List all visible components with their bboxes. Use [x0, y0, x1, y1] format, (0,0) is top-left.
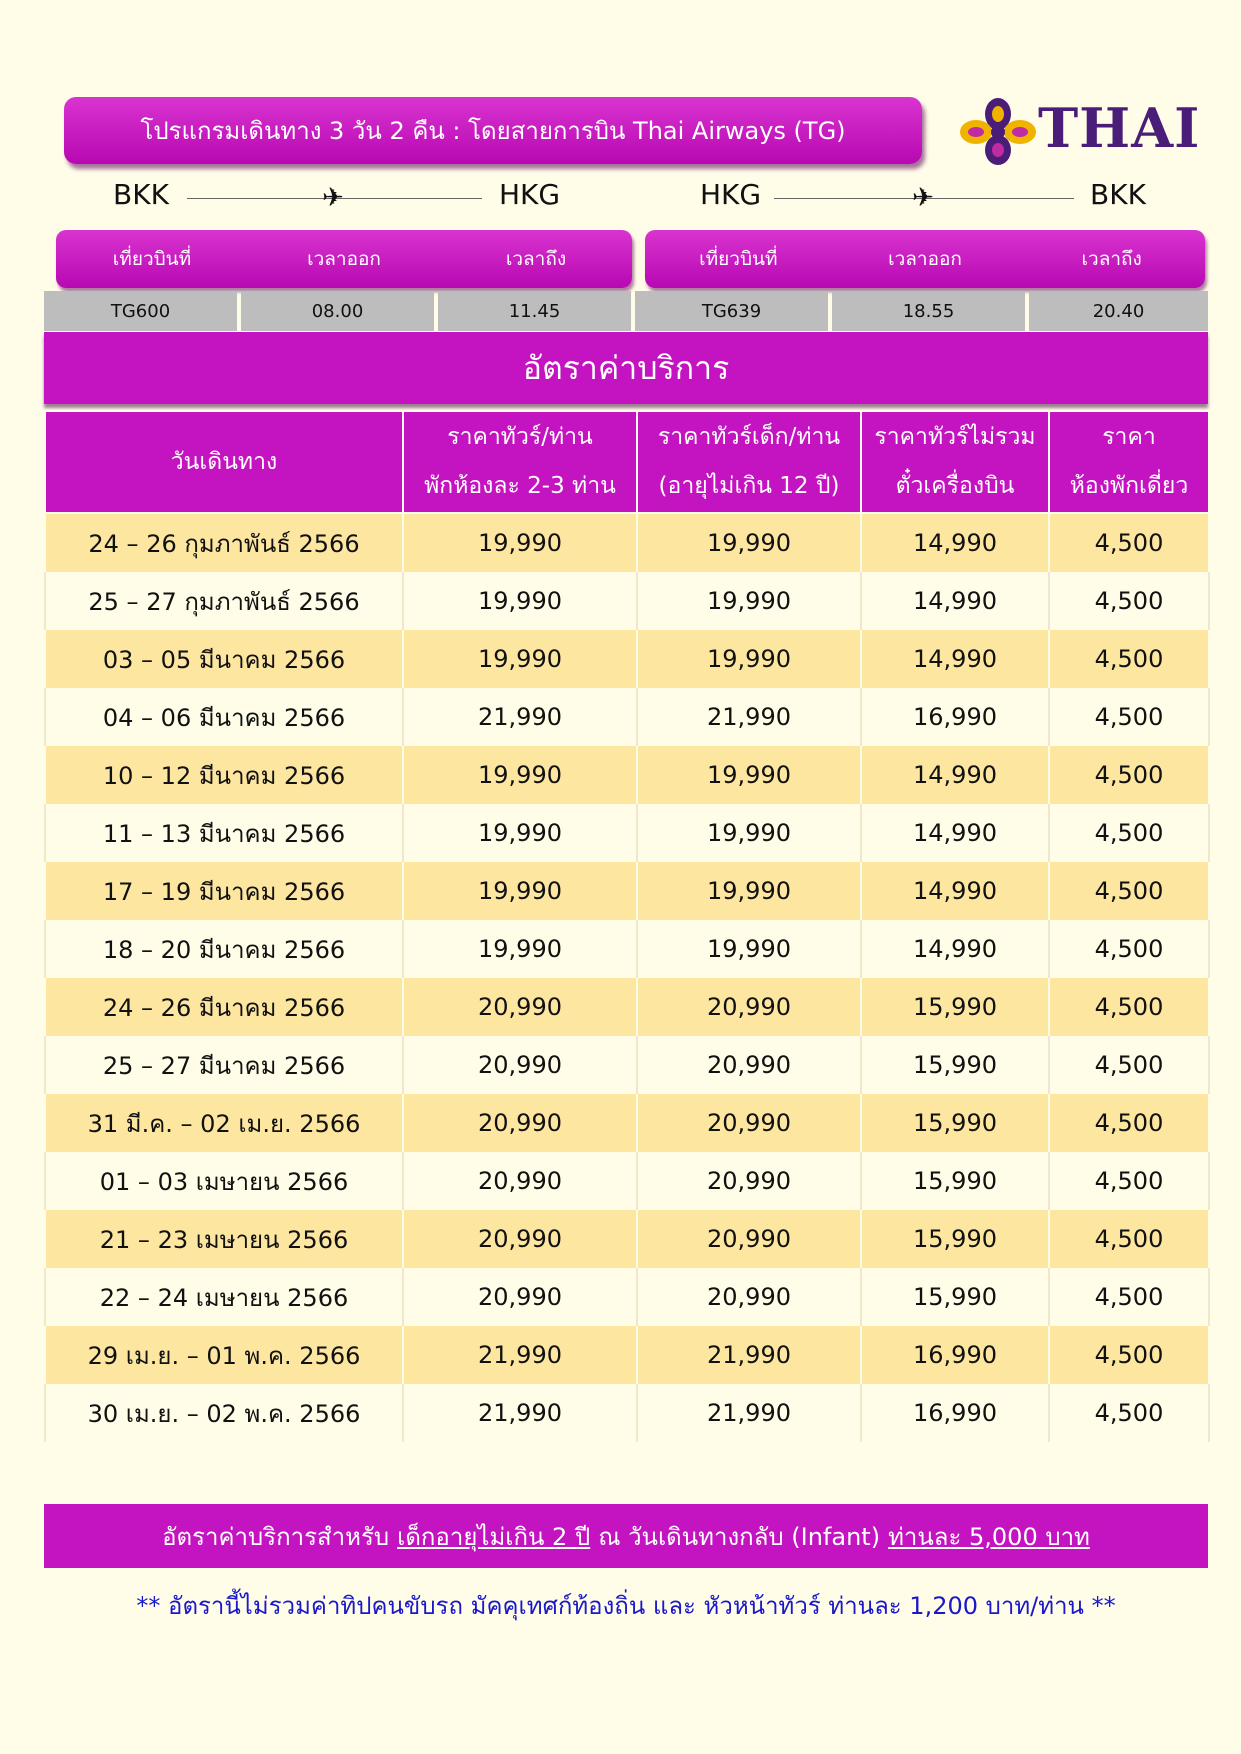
single-room-cell: 4,500 [1049, 1094, 1209, 1152]
outbound-flight-header [56, 230, 632, 288]
travel-date-cell: 30 เม.ย. – 02 พ.ค. 2566 [45, 1384, 403, 1442]
tour-price-cell: 19,990 [403, 746, 637, 804]
tour-price-cell: 20,990 [403, 978, 637, 1036]
table-row [45, 804, 1209, 862]
price-table [44, 410, 1210, 1442]
airplane-icon: ✈ [322, 183, 344, 213]
logo-wordmark: THAI [1038, 96, 1201, 160]
tour-price-cell: 19,990 [403, 630, 637, 688]
price-no-ticket-cell: 15,990 [861, 1152, 1049, 1210]
child-price-cell: 21,990 [637, 1384, 861, 1442]
child-price-cell: 20,990 [637, 1210, 861, 1268]
child-price-cell: 20,990 [637, 1152, 861, 1210]
travel-date-cell: 17 – 19 มีนาคม 2566 [45, 862, 403, 920]
tour-price-cell: 19,990 [403, 513, 637, 572]
return-destination: BKK [1090, 178, 1146, 211]
program-title-bar [64, 97, 922, 164]
col-departure-time: เวลาออก [307, 248, 381, 270]
tip-footnote: ** อัตรานี้ไม่รวมค่าทิปคนขับรถ มัคคุเทศก์ท้องถิ่น และ หัวหน้าทัวร์ ท่านละ 1,200 บาท/ท่าน ** [136, 1592, 1116, 1620]
table-row [45, 1326, 1209, 1384]
table-row [45, 1036, 1209, 1094]
table-row [45, 1268, 1209, 1326]
col-travel-date: วันเดินทาง [45, 411, 403, 513]
child-price-cell: 19,990 [637, 513, 861, 572]
price-no-ticket-cell: 15,990 [861, 1268, 1049, 1326]
price-no-ticket-cell: 14,990 [861, 862, 1049, 920]
tour-price-cell: 21,990 [403, 1384, 637, 1442]
table-row [45, 572, 1209, 630]
single-room-cell: 4,500 [1049, 630, 1209, 688]
col-flight-number: เที่ยวบินที่ [699, 248, 778, 270]
price-no-ticket-cell: 14,990 [861, 920, 1049, 978]
single-room-cell: 4,500 [1049, 1268, 1209, 1326]
table-row [45, 630, 1209, 688]
tour-price-cell: 19,990 [403, 804, 637, 862]
single-room-cell: 4,500 [1049, 688, 1209, 746]
single-room-cell: 4,500 [1049, 862, 1209, 920]
infant-age-limit: เด็กอายุไม่เกิน 2 ปี [397, 1522, 591, 1551]
tour-price-cell: 20,990 [403, 1036, 637, 1094]
child-price-cell: 19,990 [637, 630, 861, 688]
outbound-origin: BKK [113, 178, 169, 211]
child-price-cell: 20,990 [637, 1268, 861, 1326]
thai-airways-orchid-icon [958, 96, 1038, 168]
return-flight-header [645, 230, 1205, 288]
child-price-cell: 21,990 [637, 688, 861, 746]
return-departure-time: 18.55 [832, 291, 1025, 331]
child-price-cell: 20,990 [637, 1094, 861, 1152]
child-price-cell: 19,990 [637, 746, 861, 804]
price-no-ticket-cell: 15,990 [861, 1094, 1049, 1152]
price-no-ticket-cell: 15,990 [861, 978, 1049, 1036]
col-tour-price: ราคาทัวร์/ท่าน พักห้องละ 2-3 ท่าน [403, 411, 637, 513]
tour-price-cell: 21,990 [403, 1326, 637, 1384]
single-room-cell: 4,500 [1049, 804, 1209, 862]
child-price-cell: 19,990 [637, 862, 861, 920]
tour-price-cell: 20,990 [403, 1210, 637, 1268]
return-origin: HKG [700, 178, 762, 211]
col-departure-time: เวลาออก [888, 248, 962, 270]
col-child-price: ราคาทัวร์เด็ก/ท่าน (อายุไม่เกิน 12 ปี) [637, 411, 861, 513]
rates-title-bar [44, 332, 1208, 404]
single-room-cell: 4,500 [1049, 1384, 1209, 1442]
tour-price-cell: 20,990 [403, 1152, 637, 1210]
tour-price-cell: 19,990 [403, 862, 637, 920]
airplane-icon: ✈ [912, 183, 934, 213]
return-flight-number: TG639 [635, 291, 828, 331]
child-price-cell: 19,990 [637, 920, 861, 978]
price-no-ticket-cell: 15,990 [861, 1210, 1049, 1268]
travel-date-cell: 29 เม.ย. – 01 พ.ค. 2566 [45, 1326, 403, 1384]
tour-price-cell: 19,990 [403, 920, 637, 978]
tour-price-cell: 21,990 [403, 688, 637, 746]
price-no-ticket-cell: 16,990 [861, 1326, 1049, 1384]
travel-date-cell: 11 – 13 มีนาคม 2566 [45, 804, 403, 862]
travel-date-cell: 25 – 27 กุมภาพันธ์ 2566 [45, 572, 403, 630]
price-no-ticket-cell: 14,990 [861, 630, 1049, 688]
child-price-cell: 19,990 [637, 804, 861, 862]
travel-date-cell: 01 – 03 เมษายน 2566 [45, 1152, 403, 1210]
infant-rate-middle: ณ วันเดินทางกลับ (Infant) [598, 1522, 881, 1551]
single-room-cell: 4,500 [1049, 920, 1209, 978]
price-no-ticket-cell: 14,990 [861, 804, 1049, 862]
travel-date-cell: 03 – 05 มีนาคม 2566 [45, 630, 403, 688]
col-flight-number: เที่ยวบินที่ [112, 248, 192, 270]
return-arrival-time: 20.40 [1029, 291, 1208, 331]
single-room-cell: 4,500 [1049, 513, 1209, 572]
travel-date-cell: 18 – 20 มีนาคม 2566 [45, 920, 403, 978]
tour-price-cell: 19,990 [403, 572, 637, 630]
single-room-cell: 4,500 [1049, 746, 1209, 804]
table-row [45, 1210, 1209, 1268]
price-no-ticket-cell: 14,990 [861, 746, 1049, 804]
col-arrival-time: เวลาถึง [505, 248, 567, 270]
price-no-ticket-cell: 15,990 [861, 1036, 1049, 1094]
child-price-cell: 20,990 [637, 978, 861, 1036]
child-price-cell: 19,990 [637, 572, 861, 630]
table-row [45, 862, 1209, 920]
tour-price-cell: 20,990 [403, 1268, 637, 1326]
travel-date-cell: 25 – 27 มีนาคม 2566 [45, 1036, 403, 1094]
col-price-no-ticket: ราคาทัวร์ไม่รวม ตั๋วเครื่องบิน [861, 411, 1049, 513]
travel-date-cell: 24 – 26 กุมภาพันธ์ 2566 [45, 513, 403, 572]
price-table-body [45, 513, 1209, 1442]
price-no-ticket-cell: 16,990 [861, 1384, 1049, 1442]
outbound-destination: HKG [499, 178, 561, 211]
table-row [45, 688, 1209, 746]
table-row [45, 513, 1209, 572]
program-title: โปรแกรมเดินทาง 3 วัน 2 คืน : โดยสายการบิน Thai Airways (TG) [140, 117, 846, 145]
single-room-cell: 4,500 [1049, 1326, 1209, 1384]
single-room-cell: 4,500 [1049, 1152, 1209, 1210]
travel-date-cell: 24 – 26 มีนาคม 2566 [45, 978, 403, 1036]
single-room-cell: 4,500 [1049, 1210, 1209, 1268]
infant-price: ท่านละ 5,000 บาท [888, 1522, 1090, 1551]
tour-price-cell: 20,990 [403, 1094, 637, 1152]
outbound-departure-time: 08.00 [241, 291, 434, 331]
table-row [45, 920, 1209, 978]
table-row [45, 1152, 1209, 1210]
table-header-row [45, 411, 1209, 513]
child-price-cell: 20,990 [637, 1036, 861, 1094]
table-row [45, 1384, 1209, 1442]
table-row [45, 978, 1209, 1036]
single-room-cell: 4,500 [1049, 978, 1209, 1036]
price-no-ticket-cell: 14,990 [861, 513, 1049, 572]
infant-rate-prefix: อัตราค่าบริการสำหรับ [162, 1522, 390, 1551]
travel-date-cell: 10 – 12 มีนาคม 2566 [45, 746, 403, 804]
col-single-room: ราคา ห้องพักเดี่ยว [1049, 411, 1209, 513]
travel-date-cell: 31 มี.ค. – 02 เม.ย. 2566 [45, 1094, 403, 1152]
single-room-cell: 4,500 [1049, 572, 1209, 630]
infant-rate-bar [44, 1504, 1208, 1568]
table-row [45, 746, 1209, 804]
travel-date-cell: 22 – 24 เมษายน 2566 [45, 1268, 403, 1326]
travel-date-cell: 21 – 23 เมษายน 2566 [45, 1210, 403, 1268]
table-row [45, 1094, 1209, 1152]
outbound-arrival-time: 11.45 [438, 291, 631, 331]
price-no-ticket-cell: 16,990 [861, 688, 1049, 746]
outbound-flight-number: TG600 [44, 291, 237, 331]
travel-date-cell: 04 – 06 มีนาคม 2566 [45, 688, 403, 746]
price-no-ticket-cell: 14,990 [861, 572, 1049, 630]
rates-title: อัตราค่าบริการ [522, 348, 730, 387]
col-arrival-time: เวลาถึง [1081, 248, 1142, 270]
thai-airways-logo [958, 96, 1201, 168]
child-price-cell: 21,990 [637, 1326, 861, 1384]
single-room-cell: 4,500 [1049, 1036, 1209, 1094]
